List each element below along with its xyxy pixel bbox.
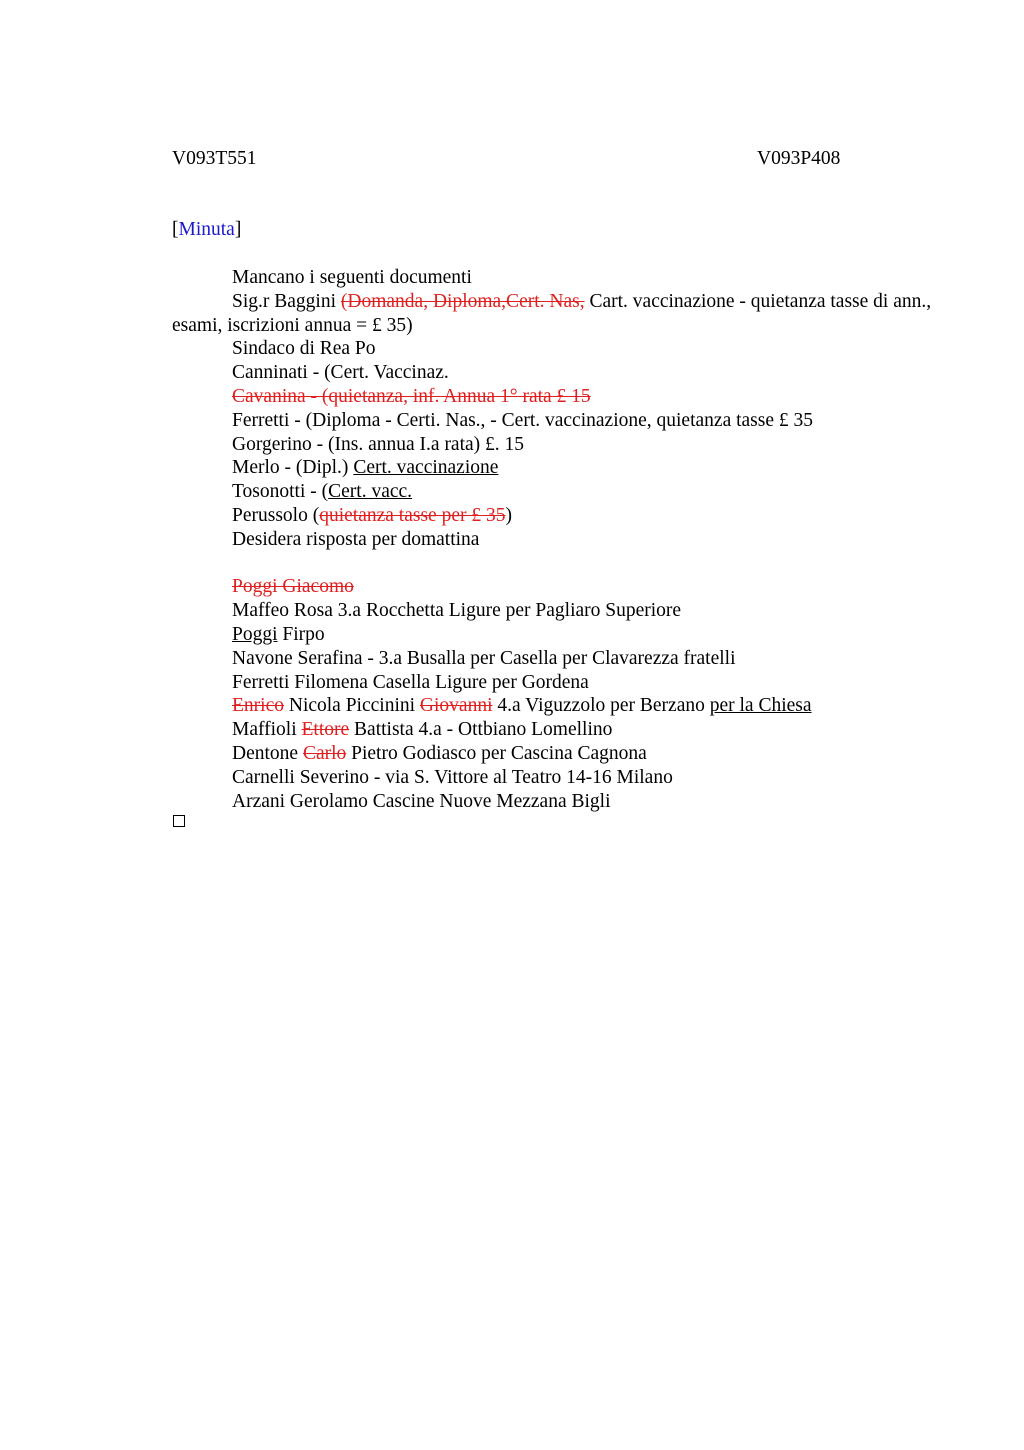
text-span: Dentone [232, 742, 303, 764]
deleted-text: Enrico [232, 695, 284, 717]
text-line: Mancano i seguenti documenti [232, 267, 472, 288]
minuta-close-bracket: ] [234, 219, 242, 240]
deleted-text: Poggi Giacomo [232, 576, 354, 598]
text-line [172, 456, 932, 480]
deleted-text: Cavanina - (quietanza, inf. Annua 1° rata £ 15 [232, 385, 591, 407]
blank-line [172, 552, 932, 576]
text-line [172, 504, 932, 528]
text-line [172, 742, 932, 766]
text-line: Gorgerino - (Ins. annua I.a rata) £. 15 [232, 433, 525, 455]
text-span: Firpo [277, 623, 325, 645]
text-span: 4.a Viguzzolo per Berzano [492, 695, 710, 717]
text-span: Pietro Godiasco per Cascina Cagnona [346, 742, 647, 764]
header-right-code: V093P408 [757, 148, 841, 169]
text-line: Ferretti - (Diploma - Certi. Nas., - Cert. vaccinazione, quietanza tasse £ 35 [232, 409, 814, 431]
text-line: Carnelli Severino - via S. Vittore al Teatro 14-16 Milano [232, 766, 673, 788]
deleted-text: Carlo [302, 742, 347, 764]
empty-square-icon [173, 815, 185, 827]
text-line: Desidera risposta per domattina [232, 528, 480, 550]
text-span: Cart. vaccinazione - quietanza tasse di ann., esami, iscrizioni annua = £ 35) [172, 290, 932, 336]
text-line: Maffeo Rosa 3.a Rocchetta Ligure per Pagliaro Superiore [232, 600, 682, 622]
deleted-text: (Domanda, Diploma,Cert. Nas, [340, 290, 585, 312]
text-line-wrapped [172, 290, 932, 338]
text-line: Sindaco di Rea Po [232, 338, 376, 360]
minuta-open-bracket: [ [172, 219, 179, 240]
minuta-label [172, 218, 241, 242]
underlined-text: per la Chiesa [709, 695, 812, 717]
text-line: Arzani Gerolamo Cascine Nuove Mezzana Bigli [232, 790, 611, 812]
text-span: Merlo - (Dipl.) [232, 457, 354, 479]
deleted-text: Giovanni [419, 695, 493, 717]
text-line: Navone Serafina - 3.a Busalla per Casella per Clavarezza fratelli [232, 647, 736, 669]
text-span: Battista 4.a - Ottbiano Lomellino [349, 719, 613, 741]
underlined-text: Poggi [232, 623, 278, 645]
text-span: ) [505, 504, 512, 526]
text-line [172, 575, 932, 599]
text-line [172, 385, 932, 409]
text-line [172, 718, 932, 742]
text-line [172, 694, 932, 718]
document-body [172, 266, 932, 813]
text-span: Maffioli [232, 719, 302, 741]
underlined-text: Cert. vaccinazione [353, 457, 499, 479]
text-span: Nicola Piccinini [283, 695, 420, 717]
text-line [172, 480, 932, 504]
text-line: Ferretti Filomena Casella Ligure per Gordena [232, 671, 589, 693]
header-left-code: V093T551 [172, 148, 257, 169]
underlined-text: Cert. vacc. [328, 481, 413, 503]
minuta-label-text: Minuta [178, 219, 235, 240]
text-span: Tosonotti - ( [232, 481, 329, 503]
deleted-text: quietanza tasse per £ 35 [319, 504, 506, 526]
text-line: Canninati - (Cert. Vaccinaz. [232, 362, 449, 384]
text-line [172, 623, 932, 647]
text-span: Sig.r Baggini [232, 290, 341, 312]
text-span: Perussolo ( [232, 504, 320, 526]
deleted-text: Ettore [301, 719, 350, 741]
